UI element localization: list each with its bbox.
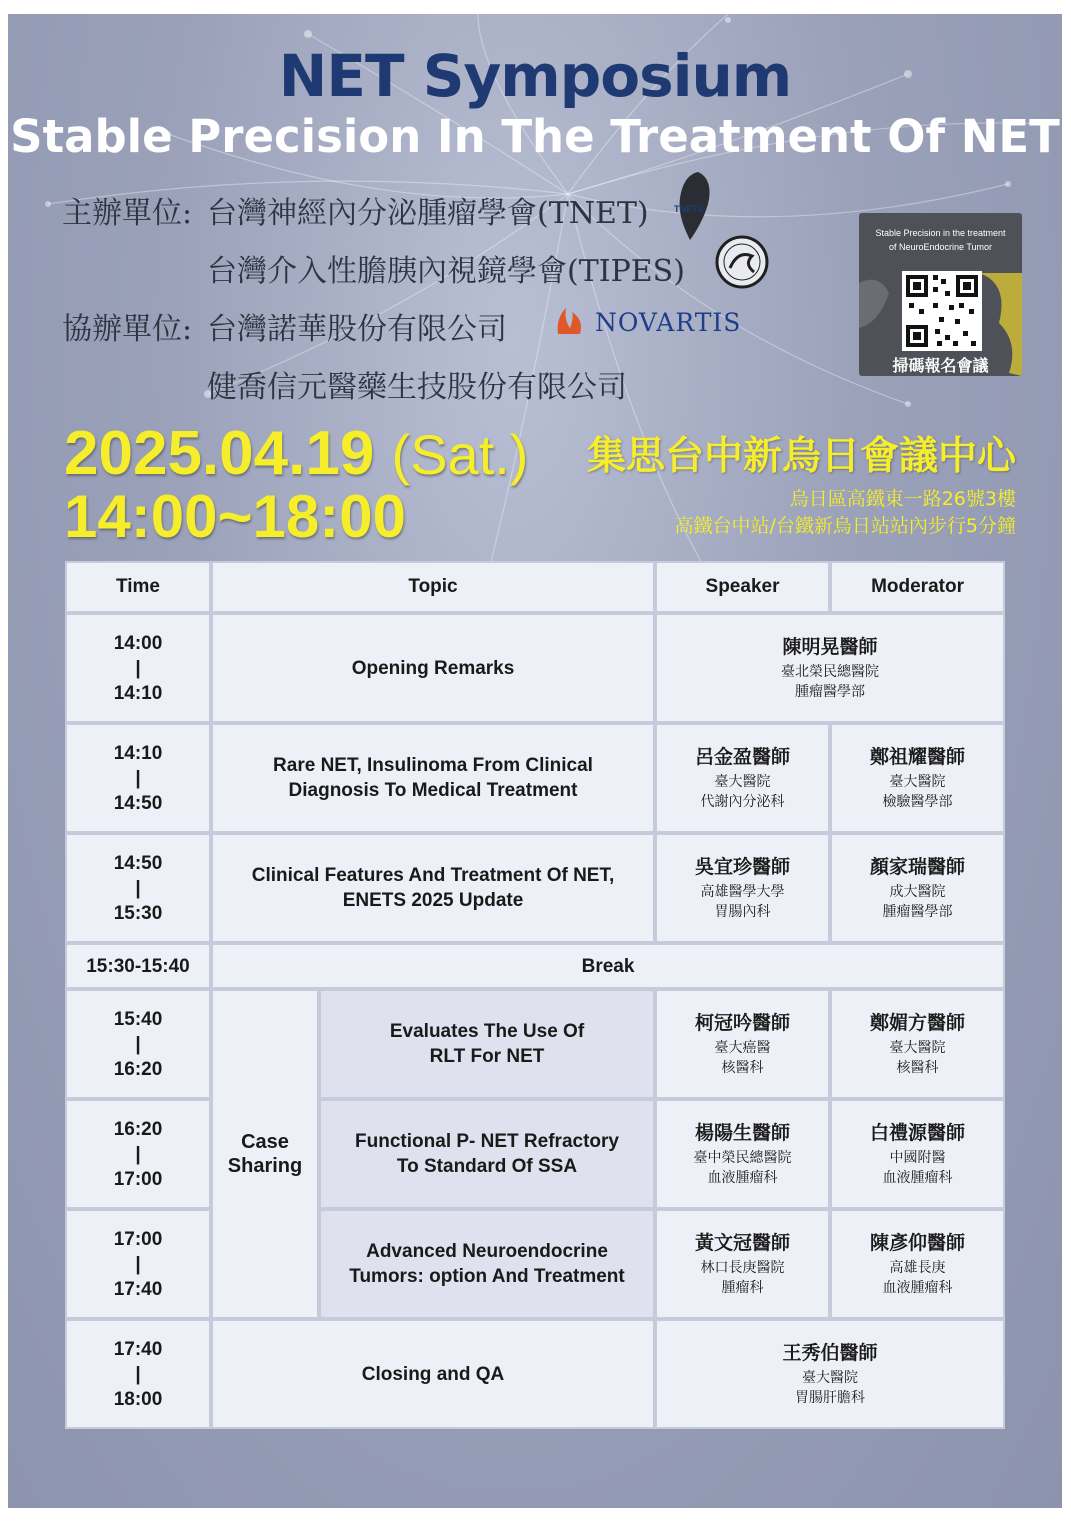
speaker-department: 腫瘤科 bbox=[721, 1279, 764, 1295]
host-name: 陳明晃醫師 bbox=[782, 637, 878, 658]
time-cell: 14:10 | 14:50 bbox=[65, 723, 211, 833]
moderator-name: 鄭祖耀醫師 bbox=[870, 747, 966, 768]
table-row bbox=[65, 613, 1005, 723]
moderator-name: 鄭媚方醫師 bbox=[870, 1013, 966, 1034]
topic-cell: Opening Remarks bbox=[211, 613, 655, 723]
time-cell: 16:20 | 17:00 bbox=[65, 1099, 211, 1209]
event-title: NET Symposium bbox=[278, 42, 792, 110]
speaker-name: 呂金盈醫師 bbox=[695, 747, 791, 768]
host-department: 腫瘤醫學部 bbox=[795, 683, 866, 699]
poster bbox=[8, 14, 1062, 1508]
moderator-institution: 高雄長庚 bbox=[889, 1259, 946, 1275]
topic-cell: Closing and QA bbox=[211, 1319, 655, 1429]
speaker-name: 吳宜珍醫師 bbox=[695, 857, 791, 878]
host-cell bbox=[655, 613, 1005, 723]
topic-cell: Rare NET, Insulinoma From Clinical Diagnosis To Medical Treatment bbox=[211, 723, 655, 833]
moderator-cell bbox=[830, 723, 1005, 833]
event-subtitle: Stable Precision In The Treatment Of NET bbox=[10, 110, 1060, 163]
co-label: 協辦單位: bbox=[62, 312, 193, 347]
header-speaker: Speaker bbox=[655, 561, 830, 613]
case-sharing-cell: Case Sharing bbox=[211, 989, 319, 1319]
schedule-table bbox=[65, 561, 1005, 1429]
host-label: 主辦單位: bbox=[62, 196, 193, 231]
tipes-logo bbox=[714, 234, 770, 294]
break-row bbox=[65, 943, 1005, 989]
moderator-name: 白禮源醫師 bbox=[870, 1123, 966, 1144]
header-time: Time bbox=[65, 561, 211, 613]
host-1: 台灣神經內分泌腫瘤學會(TNET) bbox=[207, 196, 649, 231]
moderator-cell bbox=[830, 1209, 1005, 1319]
table-row bbox=[65, 989, 1005, 1099]
qr-caption-line1: Stable Precision in the treatment bbox=[875, 228, 1006, 238]
host-2: 台灣介入性膽胰內視鏡學會(TIPES) bbox=[207, 254, 685, 289]
speaker-cell bbox=[655, 1099, 830, 1209]
moderator-cell bbox=[830, 989, 1005, 1099]
table-row bbox=[65, 833, 1005, 943]
host-institution: 臺大醫院 bbox=[802, 1369, 859, 1385]
speaker-cell bbox=[655, 989, 830, 1099]
table-row bbox=[65, 1319, 1005, 1429]
moderator-institution: 臺大醫院 bbox=[889, 773, 946, 789]
header-topic: Topic bbox=[211, 561, 655, 613]
speaker-institution: 臺大癌醫 bbox=[714, 1039, 771, 1055]
speaker-institution: 林口長庚醫院 bbox=[700, 1259, 785, 1275]
host-department: 胃腸肝膽科 bbox=[795, 1389, 866, 1405]
novartis-logo bbox=[552, 304, 586, 342]
topic-cell: Evaluates The Use Of RLT For NET bbox=[319, 989, 655, 1099]
speaker-institution: 臺中榮民總醫院 bbox=[693, 1149, 792, 1165]
co-1: 台灣諾華股份有限公司 bbox=[207, 312, 507, 347]
qr-caption-line2: of NeuroEndocrine Tumor bbox=[888, 242, 993, 252]
moderator-cell bbox=[830, 833, 1005, 943]
speaker-institution: 臺大醫院 bbox=[714, 773, 771, 789]
moderator-institution: 成大醫院 bbox=[889, 883, 946, 899]
speaker-department: 代謝內分泌科 bbox=[700, 793, 785, 809]
speaker-department: 胃腸內科 bbox=[714, 903, 771, 919]
table-row bbox=[65, 723, 1005, 833]
tnets-logo-text: TNETS bbox=[674, 204, 704, 214]
tipes-seal-icon bbox=[714, 234, 770, 290]
speaker-name: 黃文冠醫師 bbox=[695, 1233, 791, 1254]
table-row bbox=[65, 1099, 1005, 1209]
moderator-institution: 中國附醫 bbox=[889, 1149, 946, 1165]
time-cell: 15:40 | 16:20 bbox=[65, 989, 211, 1099]
speaker-department: 血液腫瘤科 bbox=[707, 1169, 778, 1185]
event-venue: 集思台中新烏日會議中心 bbox=[586, 434, 1016, 479]
event-directions: 高鐵台中站/台鐵新烏日站站內步行5分鐘 bbox=[674, 515, 1016, 537]
time-cell: 15:30-15:40 bbox=[65, 943, 211, 989]
co-2: 健喬信元醫藥生技股份有限公司 bbox=[207, 370, 627, 405]
time-cell: 17:00 | 17:40 bbox=[65, 1209, 211, 1319]
topic-cell: Functional P- NET Refractory To Standard Of SSA bbox=[319, 1099, 655, 1209]
time-cell: 14:50 | 15:30 bbox=[65, 833, 211, 943]
moderator-name: 陳彥仰醫師 bbox=[870, 1233, 966, 1254]
event-address: 烏日區高鐵東一路26號3樓 bbox=[789, 488, 1016, 510]
moderator-institution: 臺大醫院 bbox=[889, 1039, 946, 1055]
time-cell: 14:00 | 14:10 bbox=[65, 613, 211, 723]
host-name: 王秀伯醫師 bbox=[782, 1343, 878, 1364]
qr-code-icon bbox=[859, 213, 1022, 376]
host-institution: 臺北榮民總醫院 bbox=[781, 663, 880, 679]
speaker-cell bbox=[655, 1209, 830, 1319]
table-row bbox=[65, 1209, 1005, 1319]
speaker-cell bbox=[655, 833, 830, 943]
moderator-cell bbox=[830, 1099, 1005, 1209]
speaker-name: 楊陽生醫師 bbox=[695, 1123, 791, 1144]
moderator-name: 顏家瑞醫師 bbox=[870, 857, 966, 878]
moderator-department: 檢驗醫學部 bbox=[882, 793, 953, 809]
event-date-value: 2025.04.19 bbox=[64, 419, 375, 488]
registration-qr-card[interactable] bbox=[859, 213, 1022, 376]
event-time: 14:00~18:00 bbox=[64, 483, 406, 550]
speaker-department: 核醫科 bbox=[721, 1059, 764, 1075]
speaker-cell bbox=[655, 723, 830, 833]
topic-cell: Clinical Features And Treatment Of NET, ENETS 2025 Update bbox=[211, 833, 655, 943]
moderator-department: 核醫科 bbox=[896, 1059, 939, 1075]
topic-cell: Advanced Neuroendocrine Tumors: option And Treatment bbox=[319, 1209, 655, 1319]
speaker-institution: 高雄醫學大學 bbox=[700, 883, 785, 899]
moderator-department: 血液腫瘤科 bbox=[882, 1279, 953, 1295]
header-moderator: Moderator bbox=[830, 561, 1005, 613]
speaker-name: 柯冠吟醫師 bbox=[695, 1013, 791, 1034]
event-day: (Sat.) bbox=[391, 423, 529, 486]
time-cell: 17:40 | 18:00 bbox=[65, 1319, 211, 1429]
tnets-logo bbox=[670, 166, 718, 246]
table-header-row bbox=[65, 561, 1005, 613]
moderator-department: 血液腫瘤科 bbox=[882, 1169, 953, 1185]
event-date bbox=[64, 418, 528, 489]
moderator-department: 腫瘤醫學部 bbox=[882, 903, 953, 919]
novartis-logo-text: NOVARTIS bbox=[595, 308, 742, 337]
novartis-flame-icon bbox=[552, 304, 586, 338]
host-cell bbox=[655, 1319, 1005, 1429]
break-label: Break bbox=[211, 943, 1005, 989]
qr-register-label: 掃碼報名會議 bbox=[892, 356, 989, 375]
